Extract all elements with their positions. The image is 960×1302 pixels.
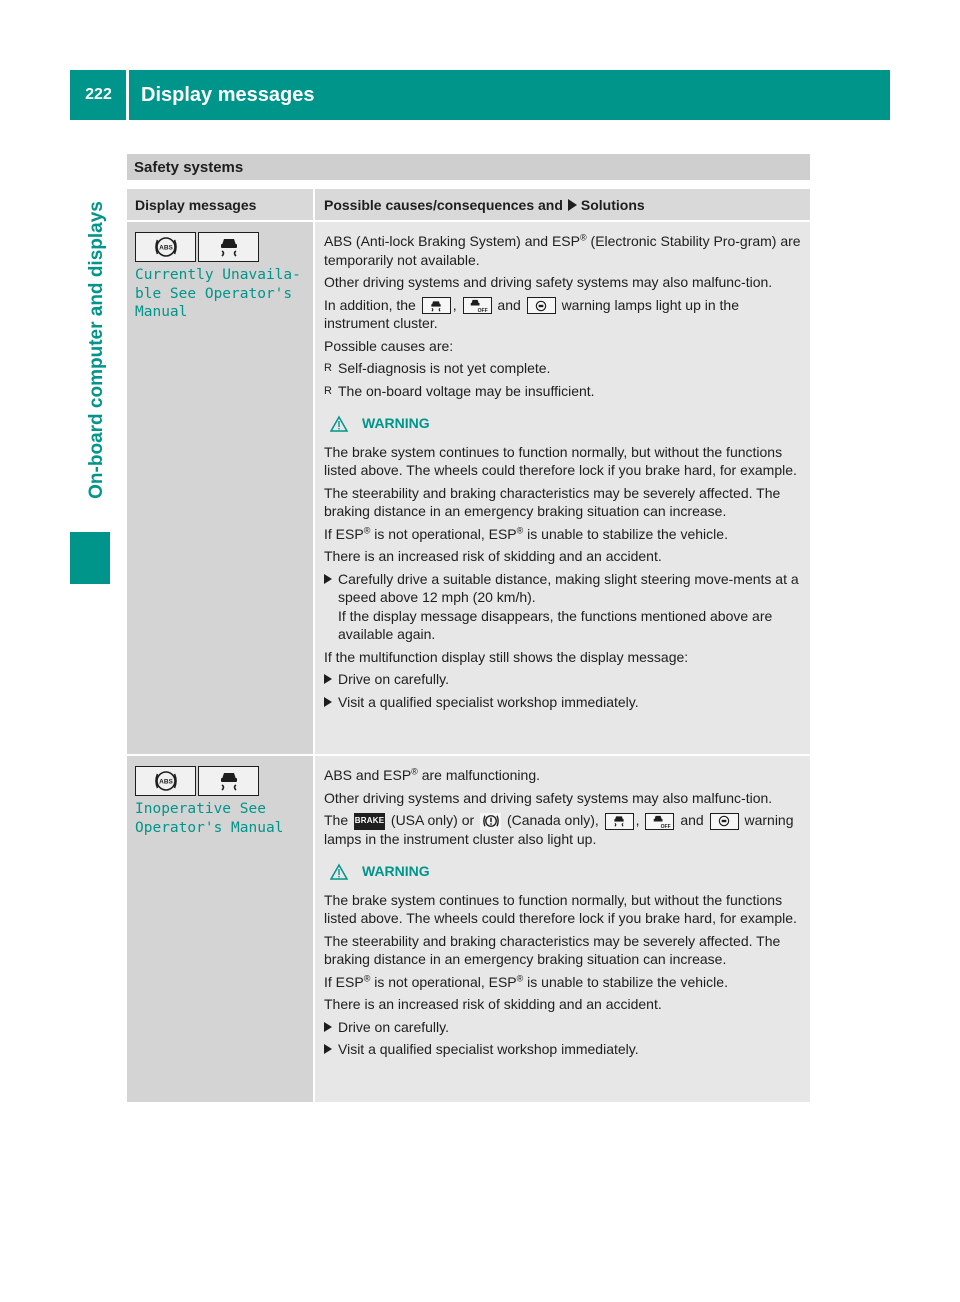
- action-step: Drive on carefully.: [324, 1018, 804, 1037]
- display-message-cell: [127, 756, 313, 1102]
- paragraph: In addition, the , OFF and warning lamps light up in the instrument cluster.: [324, 296, 739, 332]
- header-divider: [126, 70, 129, 120]
- svg-text:ABS: ABS: [158, 778, 173, 786]
- abs-lamp-icon: [135, 766, 196, 796]
- chapter-tab-marker: [70, 532, 110, 584]
- paragraph: Other driving systems and driving safety systems may also malfunc-tion.: [324, 274, 773, 290]
- action-step: Carefully drive a suitable distance, making slight steering move-ments at a speed above 12 mph (20 km/h). If the display message disappears, the functions mentioned above are available again.: [324, 570, 804, 644]
- display-message-cell: [127, 222, 313, 754]
- list-item: R Self-diagnosis is not yet complete.: [324, 360, 551, 377]
- action-arrow-icon: [324, 570, 338, 644]
- esp-skid-icon: [422, 297, 451, 314]
- paragraph: ABS (Anti-lock Braking System) and ESP® (Electronic Stability Pro-gram) are temporarily not available.: [324, 232, 801, 268]
- display-messages-table: [127, 189, 810, 1102]
- chapter-label: [82, 170, 112, 530]
- action-arrow-icon: [324, 1040, 338, 1059]
- paragraph: There is an increased risk of skidding and an accident.: [324, 996, 662, 1013]
- paragraph: The steerability and braking characteristics may be severely affected. The braking distance in an emergency braking situation can increase.: [324, 484, 781, 520]
- column-header-causes: Possible causes/consequences and Solutions: [315, 189, 810, 220]
- display-message-text: Inoperative See Operator's Manual: [135, 801, 284, 836]
- action-step: Drive on carefully.: [324, 670, 804, 689]
- page-number: 222: [85, 86, 112, 103]
- warning-lamp-group: [135, 766, 305, 796]
- paragraph: Possible causes are:: [324, 337, 454, 354]
- warning-lamp-group: [135, 232, 305, 262]
- chapter-label-text: On-board computer and displays: [86, 201, 107, 499]
- brake-circle-icon: [480, 813, 501, 830]
- brake-lamp-icon: BRAKE: [354, 813, 385, 830]
- table-header: [127, 189, 810, 220]
- solution-arrow-icon: [568, 199, 577, 211]
- table-row: [127, 756, 810, 1102]
- esp-off-icon: [463, 297, 492, 314]
- paragraph: Other driving systems and driving safety systems may also malfunc-tion.: [324, 789, 773, 806]
- action-step: Visit a qualified specialist workshop immediately.: [324, 1040, 804, 1059]
- warning-heading: WARNING: [330, 862, 804, 881]
- bullet-marker: R: [324, 384, 332, 397]
- action-arrow-icon: [324, 693, 338, 712]
- paragraph: If ESP® is not operational, ESP® is unable to stabilize the vehicle.: [324, 525, 728, 542]
- esp-skid-lamp-icon: [198, 766, 259, 796]
- abs-icon: [710, 813, 739, 830]
- column-header-display-messages: Display messages: [127, 189, 313, 220]
- paragraph: ABS and ESP® are malfunctioning.: [324, 766, 540, 783]
- svg-text:ABS: ABS: [158, 244, 173, 252]
- paragraph: The brake system continues to function normally, but without the functions listed above. The wheels could therefore lock if you brake hard, for example.: [324, 891, 797, 927]
- warning-triangle-icon: [330, 864, 348, 880]
- esp-skid-icon: [605, 813, 634, 830]
- svg-text:OFF: OFF: [660, 823, 671, 830]
- action-arrow-icon: [324, 670, 338, 689]
- abs-icon: [527, 297, 556, 314]
- bullet-marker: R: [324, 362, 332, 375]
- warning-triangle-icon: [330, 416, 348, 432]
- action-arrow-icon: [324, 1018, 338, 1037]
- table-row: [127, 222, 810, 754]
- paragraph: The BRAKE (USA only) or (Canada only), , OFF and warning lamps in the instrument cluster also light up.: [324, 812, 794, 847]
- esp-off-icon: [645, 813, 674, 830]
- paragraph: If ESP® is not operational, ESP® is unable to stabilize the vehicle.: [324, 973, 728, 990]
- action-step: Visit a qualified specialist workshop immediately.: [324, 693, 804, 712]
- paragraph: If the multifunction display still shows the display message:: [324, 648, 689, 665]
- esp-skid-lamp-icon: [198, 232, 259, 262]
- causes-cell: [315, 756, 810, 1102]
- warning-heading: WARNING: [330, 414, 804, 433]
- abs-lamp-icon: [135, 232, 196, 262]
- list-item: R The on-board voltage may be insufficient.: [324, 382, 595, 399]
- causes-cell: [315, 222, 810, 754]
- paragraph: There is an increased risk of skidding and an accident.: [324, 548, 662, 565]
- display-message-text: Currently Unavaila‐ ble See Operator's Manual: [135, 267, 301, 320]
- section-title: Safety systems: [134, 158, 244, 176]
- svg-text:OFF: OFF: [477, 308, 488, 315]
- paragraph: The steerability and braking characteristics may be severely affected. The braking distance in an emergency braking situation can increase.: [324, 932, 781, 968]
- paragraph: The brake system continues to function normally, but without the functions listed above. The wheels could therefore lock if you brake hard, for example.: [324, 443, 797, 479]
- page-title: Display messages: [141, 83, 315, 106]
